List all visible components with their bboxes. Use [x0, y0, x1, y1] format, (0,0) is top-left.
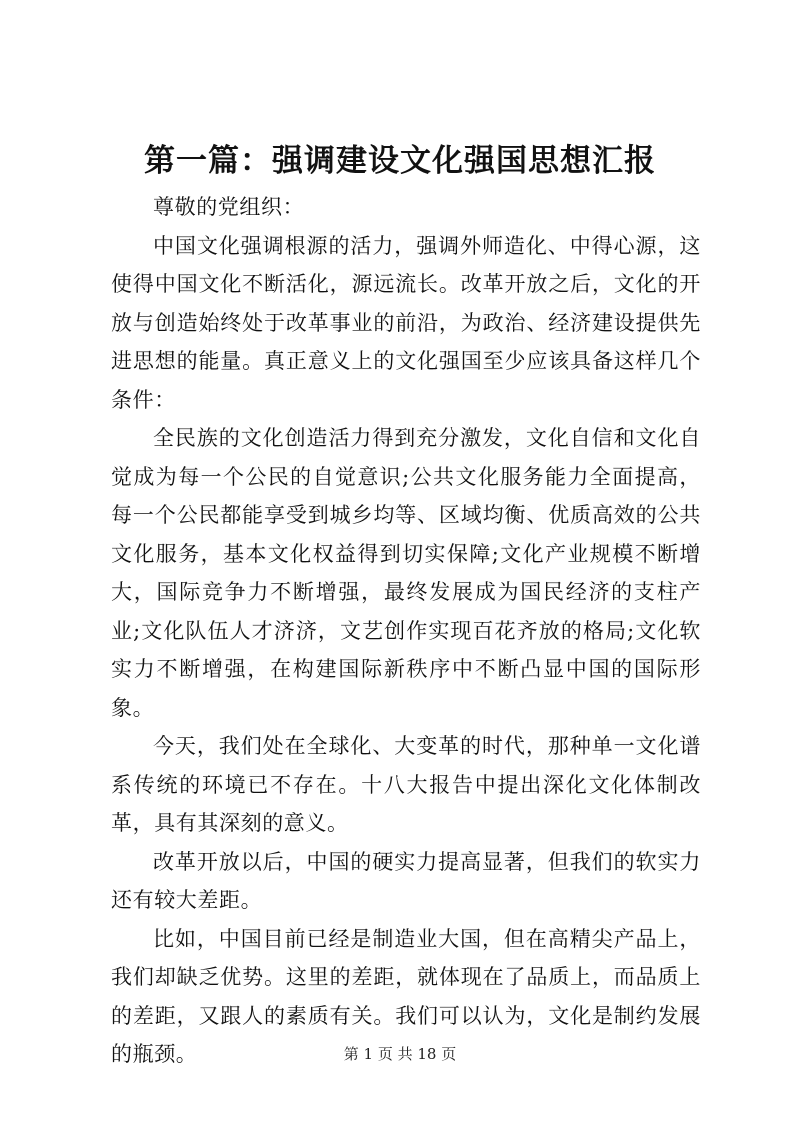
paragraph-5: 比如，中国目前已经是制造业大国，但在高精尖产品上，我们却缺乏优势。这里的差距，就体现在了品质上，而品质上的差距，又跟人的素质有关。我们可以认为，文化是制约发展的瓶颈。	[111, 926, 701, 1066]
paragraph-2: 全民族的文化创造活力得到充分激发，文化自信和文化自觉成为每一个公民的自觉意识;公共文化服务能力全面提高，每一个公民都能享受到城乡均等、区域均衡、优质高效的公共文化服务，基本文化权益得到切实保障;文化产业规模不断增大，国际竞争力不断增强，最终发展成为国民经济的支柱产业;文化队伍人才济济，文艺创作实现百花齐放的格局;文化软实力不断增强，在构建国际新秩序中不断凸显中国的国际形象。	[111, 426, 701, 720]
paragraph-3: 今天，我们处在全球化、大变革的时代，那种单一文化谱系传统的环境已不存在。十八大报告中提出深化文化体制改革，具有其深刻的意义。	[111, 734, 701, 835]
document-body	[111, 188, 701, 1074]
document-title: 第一篇：强调建设文化强国思想汇报	[144, 143, 656, 179]
paragraph-1: 中国文化强调根源的活力，强调外师造化、中得心源，这使得中国文化不断活化，源远流长。改革开放之后，文化的开放与创造始终处于改革事业的前沿，为政治、经济建设提供先进思想的能量。真正意义上的文化强国至少应该具备这样几个条件：	[111, 233, 701, 412]
page-footer: 第 1 页 共 18 页	[343, 1045, 457, 1063]
salutation: 尊敬的党组织：	[153, 195, 305, 219]
paragraph-4: 改革开放以后，中国的硬实力提高显著，但我们的软实力还有较大差距。	[111, 849, 701, 912]
